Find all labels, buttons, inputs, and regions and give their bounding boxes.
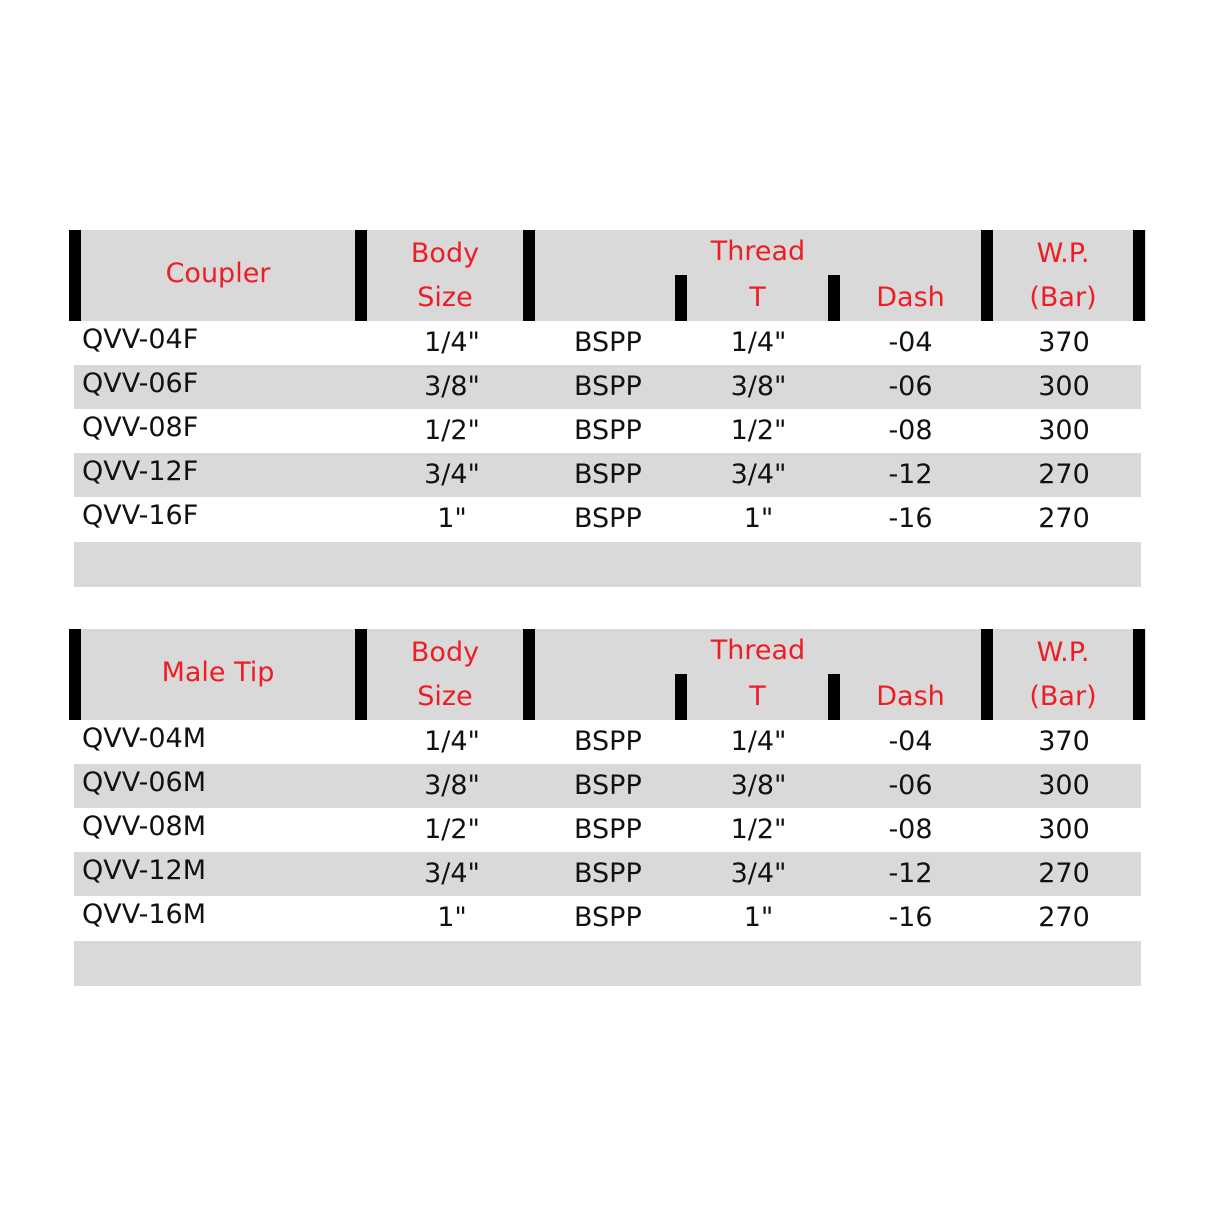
body-size: 3/8" (424, 770, 480, 801)
header-divider (69, 629, 81, 720)
working-pressure: 300 (1038, 770, 1090, 801)
thread-size: 1/4" (730, 726, 787, 757)
working-pressure: 270 (1038, 902, 1090, 933)
working-pressure: 370 (1038, 726, 1090, 757)
coupler-table (69, 230, 1146, 588)
header-divider (981, 629, 993, 720)
part-number: QVV-04M (82, 723, 207, 754)
thread-type: BSPP (574, 858, 642, 889)
thread-type: BSPP (574, 415, 642, 446)
thread-type: BSPP (574, 503, 642, 534)
table-row (74, 453, 1141, 497)
part-number: QVV-12F (82, 456, 199, 487)
table-header (69, 230, 1146, 321)
header-thread-t: T (749, 681, 766, 712)
dash-size: -06 (888, 770, 933, 801)
header-wp-line2: (Bar) (1029, 282, 1097, 313)
body-size: 1" (437, 503, 467, 534)
table-empty-row (74, 941, 1141, 986)
body-size: 1/4" (424, 726, 480, 757)
table-row (74, 896, 1141, 940)
thread-size: 1/2" (730, 814, 787, 845)
header-divider (981, 230, 993, 321)
dash-size: -04 (888, 726, 933, 757)
working-pressure: 370 (1038, 327, 1090, 358)
working-pressure: 270 (1038, 503, 1090, 534)
part-number: QVV-06M (82, 767, 207, 798)
body-size: 1/4" (424, 327, 480, 358)
table-row (74, 720, 1141, 764)
header-thread-t: T (749, 282, 766, 313)
header-body-line2: Size (417, 282, 473, 313)
header-divider (1133, 629, 1145, 720)
header-divider (1133, 230, 1145, 321)
header-divider (523, 230, 535, 321)
part-number: QVV-08M (82, 811, 207, 842)
thread-size: 1/4" (730, 327, 787, 358)
part-number: QVV-16F (82, 500, 199, 531)
working-pressure: 300 (1038, 814, 1090, 845)
header-divider (675, 674, 687, 720)
body-size: 3/4" (424, 858, 480, 889)
dash-size: -06 (888, 371, 933, 402)
header-name: Coupler (165, 258, 271, 289)
dash-size: -08 (888, 814, 933, 845)
header-divider (675, 275, 687, 321)
table-header (69, 629, 1146, 720)
working-pressure: 270 (1038, 858, 1090, 889)
part-number: QVV-04F (82, 324, 199, 355)
header-body-line1: Body (410, 637, 480, 668)
part-number: QVV-16M (82, 899, 207, 930)
table-empty-row (74, 542, 1141, 587)
header-divider (523, 629, 535, 720)
table-row (74, 321, 1141, 365)
header-divider (355, 629, 367, 720)
thread-type: BSPP (574, 327, 642, 358)
header-thread-line1: Thread (710, 635, 806, 666)
body-size: 3/8" (424, 371, 480, 402)
working-pressure: 270 (1038, 459, 1090, 490)
header-name: Male Tip (161, 657, 275, 688)
table-row (74, 497, 1141, 541)
header-body-line1: Body (410, 238, 480, 269)
body-size: 1" (437, 902, 467, 933)
header-thread-line1: Thread (710, 236, 806, 267)
header-wp-line2: (Bar) (1029, 681, 1097, 712)
thread-size: 1" (743, 503, 774, 534)
thread-type: BSPP (574, 902, 642, 933)
dash-size: -16 (888, 902, 933, 933)
thread-size: 1" (743, 902, 774, 933)
dash-size: -12 (888, 459, 933, 490)
header-divider (355, 230, 367, 321)
header-dash: Dash (876, 681, 945, 712)
thread-type: BSPP (574, 770, 642, 801)
header-dash: Dash (876, 282, 945, 313)
body-size: 1/2" (424, 415, 480, 446)
thread-type: BSPP (574, 814, 642, 845)
table-row (74, 365, 1141, 409)
thread-type: BSPP (574, 726, 642, 757)
thread-type: BSPP (574, 371, 642, 402)
thread-type: BSPP (574, 459, 642, 490)
thread-size: 3/4" (730, 459, 787, 490)
dash-size: -12 (888, 858, 933, 889)
body-size: 3/4" (424, 459, 480, 490)
header-wp-line1: W.P. (1036, 238, 1090, 269)
table-row (74, 852, 1141, 896)
table-row (74, 409, 1141, 453)
header-divider (828, 275, 840, 321)
male-tip-table (69, 629, 1146, 987)
table-row (74, 808, 1141, 852)
part-number: QVV-06F (82, 368, 199, 399)
thread-size: 3/4" (730, 858, 787, 889)
header-wp-line1: W.P. (1036, 637, 1090, 668)
working-pressure: 300 (1038, 371, 1090, 402)
working-pressure: 300 (1038, 415, 1090, 446)
body-size: 1/2" (424, 814, 480, 845)
header-divider (69, 230, 81, 321)
dash-size: -04 (888, 327, 933, 358)
header-divider (828, 674, 840, 720)
thread-size: 1/2" (730, 415, 787, 446)
part-number: QVV-08F (82, 412, 199, 443)
thread-size: 3/8" (730, 770, 787, 801)
header-body-line2: Size (417, 681, 473, 712)
table-row (74, 764, 1141, 808)
dash-size: -08 (888, 415, 933, 446)
part-number: QVV-12M (82, 855, 207, 886)
thread-size: 3/8" (730, 371, 787, 402)
dash-size: -16 (888, 503, 933, 534)
